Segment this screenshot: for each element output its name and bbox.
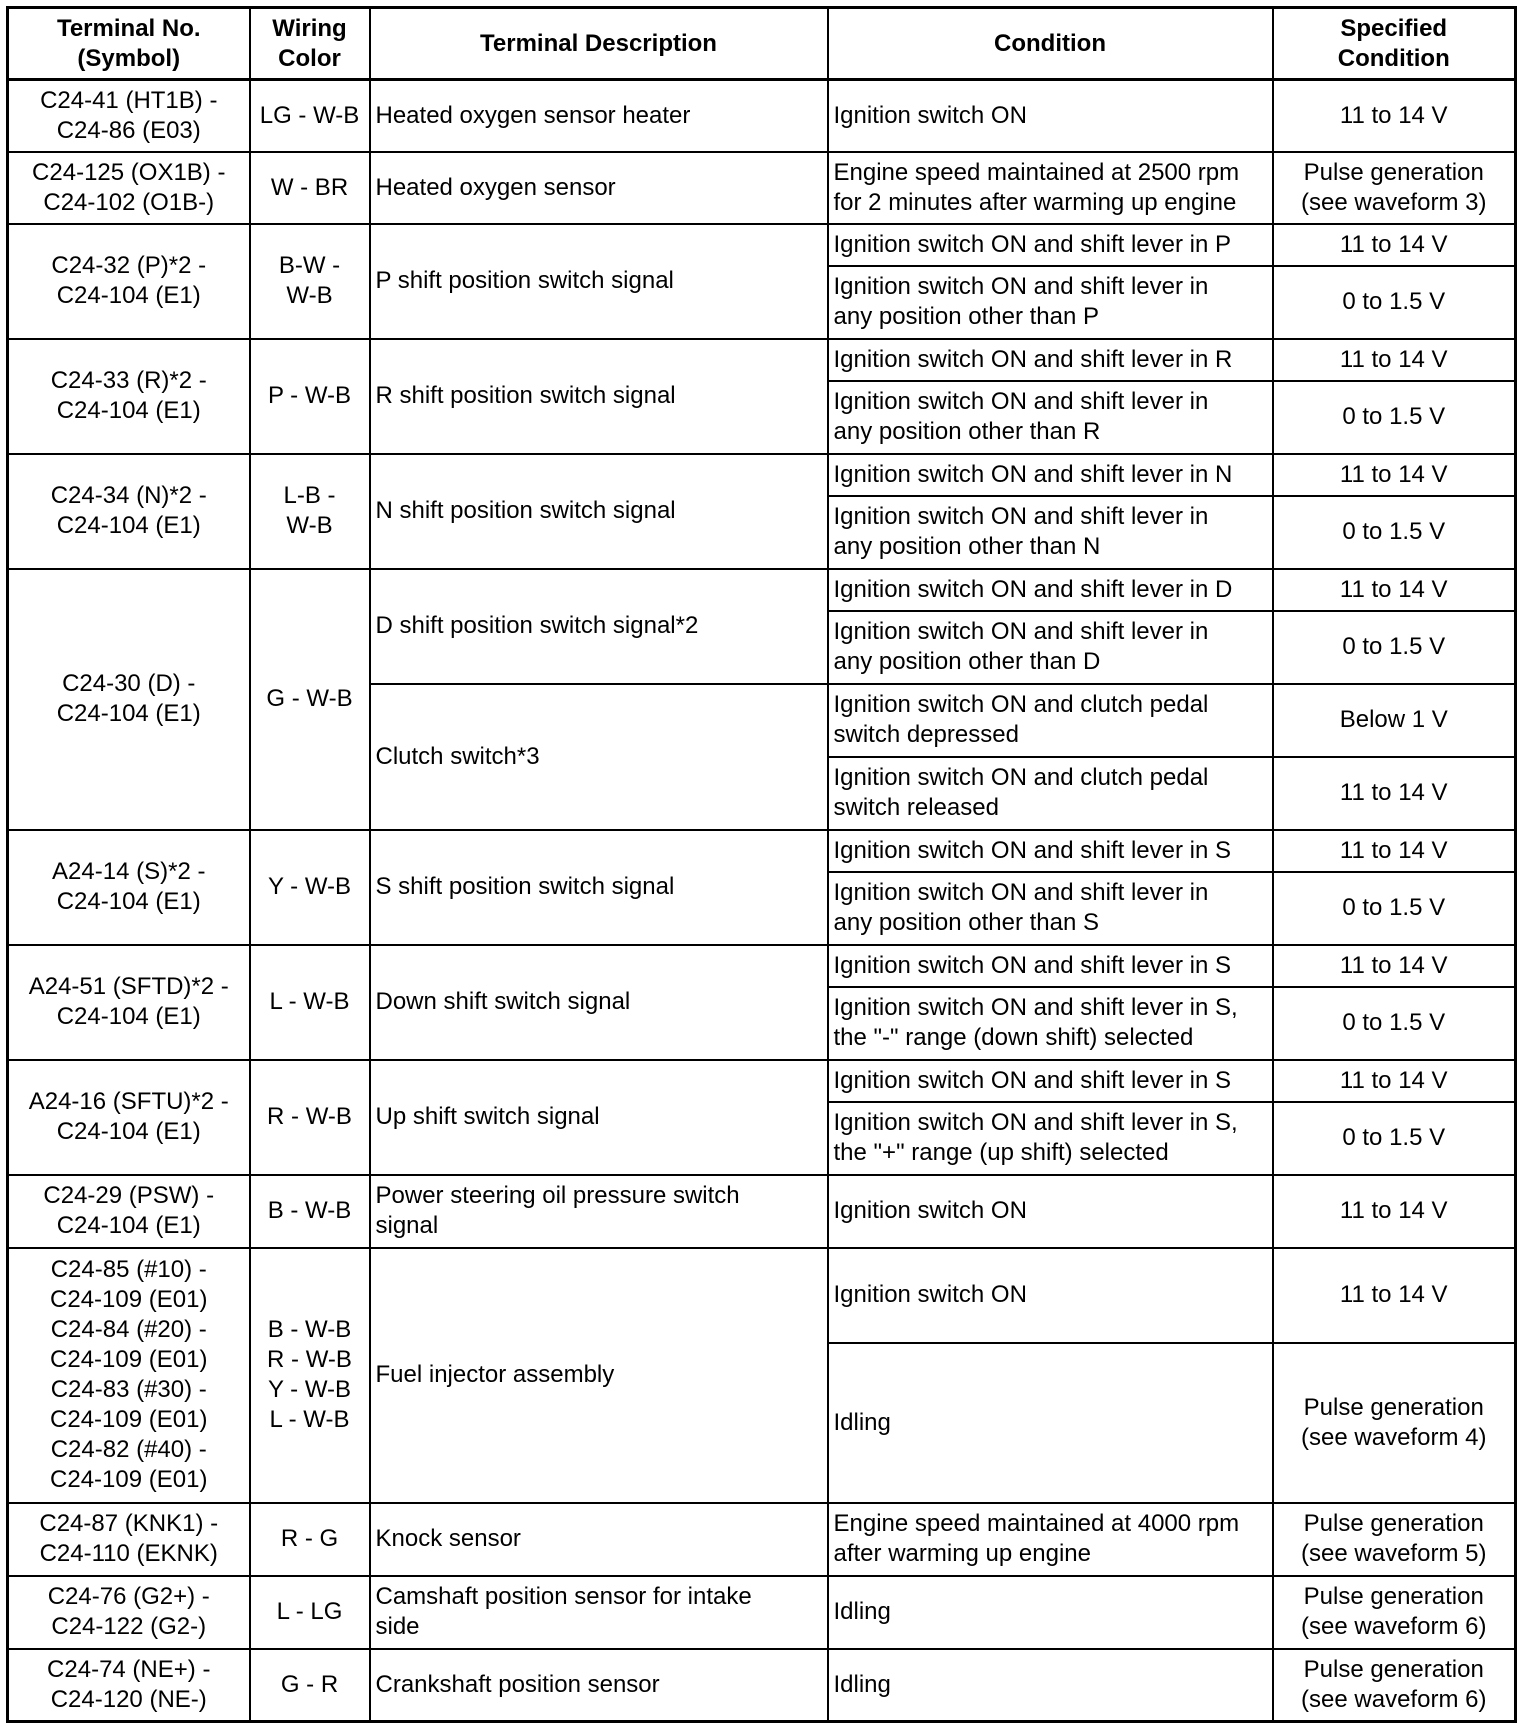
terminal-description-cell: Up shift switch signal (370, 1060, 828, 1175)
condition-cell: Ignition switch ON and shift lever in S (828, 830, 1273, 872)
terminal-description-cell: Power steering oil pressure switch signal (370, 1175, 828, 1248)
wiring-color-cell: W - BR (250, 152, 370, 224)
terminal-description-cell: Heated oxygen sensor heater (370, 80, 828, 152)
condition-cell: Ignition switch ON and shift lever in N (828, 454, 1273, 496)
wiring-color-cell: P - W-B (250, 339, 370, 454)
specified-condition-cell: Pulse generation (see waveform 6) (1273, 1649, 1516, 1722)
wiring-color-cell: G - R (250, 1649, 370, 1722)
condition-cell: Ignition switch ON and shift lever in P (828, 224, 1273, 266)
condition-cell: Idling (828, 1343, 1273, 1503)
terminal-cell: C24-41 (HT1B) - C24-86 (E03) (8, 80, 250, 152)
specified-condition-cell: 11 to 14 V (1273, 1175, 1516, 1248)
table-row (8, 1576, 1516, 1649)
specified-condition-cell: Pulse generation (see waveform 6) (1273, 1576, 1516, 1649)
table-row (8, 945, 1516, 987)
specified-condition-cell: 11 to 14 V (1273, 80, 1516, 152)
terminal-cell: C24-76 (G2+) - C24-122 (G2-) (8, 1576, 250, 1649)
condition-cell: Engine speed maintained at 2500 rpm for 2 minutes after warming up engine (828, 152, 1273, 224)
table-row (8, 454, 1516, 496)
condition-cell: Ignition switch ON and shift lever in any position other than R (828, 381, 1273, 454)
terminal-cell: A24-16 (SFTU)*2 - C24-104 (E1) (8, 1060, 250, 1175)
condition-cell: Ignition switch ON and shift lever in R (828, 339, 1273, 381)
terminal-cell: C24-30 (D) - C24-104 (E1) (8, 569, 250, 830)
specified-condition-cell: 11 to 14 V (1273, 569, 1516, 611)
terminal-cell: C24-32 (P)*2 - C24-104 (E1) (8, 224, 250, 339)
table-row (8, 1060, 1516, 1102)
specified-condition-cell: Pulse generation (see waveform 5) (1273, 1503, 1516, 1576)
header-specified-condition: Specified Condition (1273, 8, 1516, 80)
terminal-cell: A24-51 (SFTD)*2 - C24-104 (E1) (8, 945, 250, 1060)
header-terminal: Terminal No. (Symbol) (8, 8, 250, 80)
table-row (8, 830, 1516, 872)
specified-condition-cell: 0 to 1.5 V (1273, 381, 1516, 454)
terminal-cell: A24-14 (S)*2 - C24-104 (E1) (8, 830, 250, 945)
condition-cell: Ignition switch ON and shift lever in S, the "-" range (down shift) selected (828, 987, 1273, 1060)
terminal-description-cell: Crankshaft position sensor (370, 1649, 828, 1722)
terminal-cell: C24-125 (OX1B) - C24-102 (O1B-) (8, 152, 250, 224)
wiring-color-cell: B-W - W-B (250, 224, 370, 339)
specified-condition-cell: 0 to 1.5 V (1273, 611, 1516, 684)
table-row (8, 224, 1516, 266)
condition-cell: Ignition switch ON (828, 1175, 1273, 1248)
specified-condition-cell: 0 to 1.5 V (1273, 872, 1516, 945)
terminal-description-cell: R shift position switch signal (370, 339, 828, 454)
specified-condition-cell: Pulse generation (see waveform 4) (1273, 1343, 1516, 1503)
ecu-terminal-table (6, 6, 1517, 1723)
wiring-color-cell: B - W-B (250, 1175, 370, 1248)
wiring-color-cell: R - W-B (250, 1060, 370, 1175)
terminal-cell: C24-87 (KNK1) - C24-110 (EKNK) (8, 1503, 250, 1576)
terminal-description-cell: P shift position switch signal (370, 224, 828, 339)
terminal-description-cell: Down shift switch signal (370, 945, 828, 1060)
specified-condition-cell: 0 to 1.5 V (1273, 266, 1516, 339)
terminal-cell: C24-74 (NE+) - C24-120 (NE-) (8, 1649, 250, 1722)
condition-cell: Ignition switch ON (828, 80, 1273, 152)
condition-cell: Ignition switch ON and clutch pedal switch released (828, 757, 1273, 830)
table-body (8, 80, 1516, 1722)
condition-cell: Ignition switch ON and shift lever in any position other than P (828, 266, 1273, 339)
specified-condition-cell: 11 to 14 V (1273, 454, 1516, 496)
condition-cell: Engine speed maintained at 4000 rpm after warming up engine (828, 1503, 1273, 1576)
specified-condition-cell: Below 1 V (1273, 684, 1516, 757)
table-row (8, 152, 1516, 224)
terminal-cell: C24-33 (R)*2 - C24-104 (E1) (8, 339, 250, 454)
header-condition: Condition (828, 8, 1273, 80)
wiring-color-cell: Y - W-B (250, 830, 370, 945)
specified-condition-cell: 11 to 14 V (1273, 757, 1516, 830)
table-row (8, 569, 1516, 611)
table-row (8, 1175, 1516, 1248)
specified-condition-cell: 11 to 14 V (1273, 1060, 1516, 1102)
terminal-cell: C24-34 (N)*2 - C24-104 (E1) (8, 454, 250, 569)
terminal-description-cell: Fuel injector assembly (370, 1248, 828, 1503)
terminal-cell: C24-29 (PSW) - C24-104 (E1) (8, 1175, 250, 1248)
table-row (8, 1503, 1516, 1576)
condition-cell: Ignition switch ON (828, 1248, 1273, 1343)
specified-condition-cell: 11 to 14 V (1273, 945, 1516, 987)
terminal-description-cell: Clutch switch*3 (370, 684, 828, 830)
terminal-description-cell: S shift position switch signal (370, 830, 828, 945)
terminal-description-cell: Camshaft position sensor for intake side (370, 1576, 828, 1649)
condition-cell: Ignition switch ON and clutch pedal switch depressed (828, 684, 1273, 757)
specified-condition-cell: 11 to 14 V (1273, 224, 1516, 266)
condition-cell: Ignition switch ON and shift lever in S (828, 945, 1273, 987)
condition-cell: Ignition switch ON and shift lever in S, the "+" range (up shift) selected (828, 1102, 1273, 1175)
table-row (8, 339, 1516, 381)
wiring-color-cell: L-B - W-B (250, 454, 370, 569)
header-terminal-description: Terminal Description (370, 8, 828, 80)
specified-condition-cell: 11 to 14 V (1273, 830, 1516, 872)
wiring-color-cell: LG - W-B (250, 80, 370, 152)
header-wiring-color: Wiring Color (250, 8, 370, 80)
condition-cell: Ignition switch ON and shift lever in any position other than S (828, 872, 1273, 945)
condition-cell: Idling (828, 1576, 1273, 1649)
condition-cell: Ignition switch ON and shift lever in D (828, 569, 1273, 611)
terminal-description-cell: D shift position switch signal*2 (370, 569, 828, 684)
wiring-color-cell: G - W-B (250, 569, 370, 830)
wiring-color-cell: B - W-B R - W-B Y - W-B L - W-B (250, 1248, 370, 1503)
table-row (8, 1649, 1516, 1722)
table-row (8, 1248, 1516, 1343)
table-row (8, 80, 1516, 152)
condition-cell: Ignition switch ON and shift lever in any position other than D (828, 611, 1273, 684)
specified-condition-cell: Pulse generation (see waveform 3) (1273, 152, 1516, 224)
terminal-cell: C24-85 (#10) - C24-109 (E01) C24-84 (#20) - C24-109 (E01) C24-83 (#30) - C24-109 (E01) C24-82 (#40) - C24-109 (E01) (8, 1248, 250, 1503)
wiring-color-cell: R - G (250, 1503, 370, 1576)
terminal-description-cell: N shift position switch signal (370, 454, 828, 569)
condition-cell: Ignition switch ON and shift lever in any position other than N (828, 496, 1273, 569)
terminal-description-cell: Heated oxygen sensor (370, 152, 828, 224)
wiring-color-cell: L - W-B (250, 945, 370, 1060)
wiring-color-cell: L - LG (250, 1576, 370, 1649)
specified-condition-cell: 11 to 14 V (1273, 339, 1516, 381)
condition-cell: Idling (828, 1649, 1273, 1722)
specified-condition-cell: 11 to 14 V (1273, 1248, 1516, 1343)
terminal-description-cell: Knock sensor (370, 1503, 828, 1576)
specified-condition-cell: 0 to 1.5 V (1273, 1102, 1516, 1175)
condition-cell: Ignition switch ON and shift lever in S (828, 1060, 1273, 1102)
specified-condition-cell: 0 to 1.5 V (1273, 987, 1516, 1060)
specified-condition-cell: 0 to 1.5 V (1273, 496, 1516, 569)
